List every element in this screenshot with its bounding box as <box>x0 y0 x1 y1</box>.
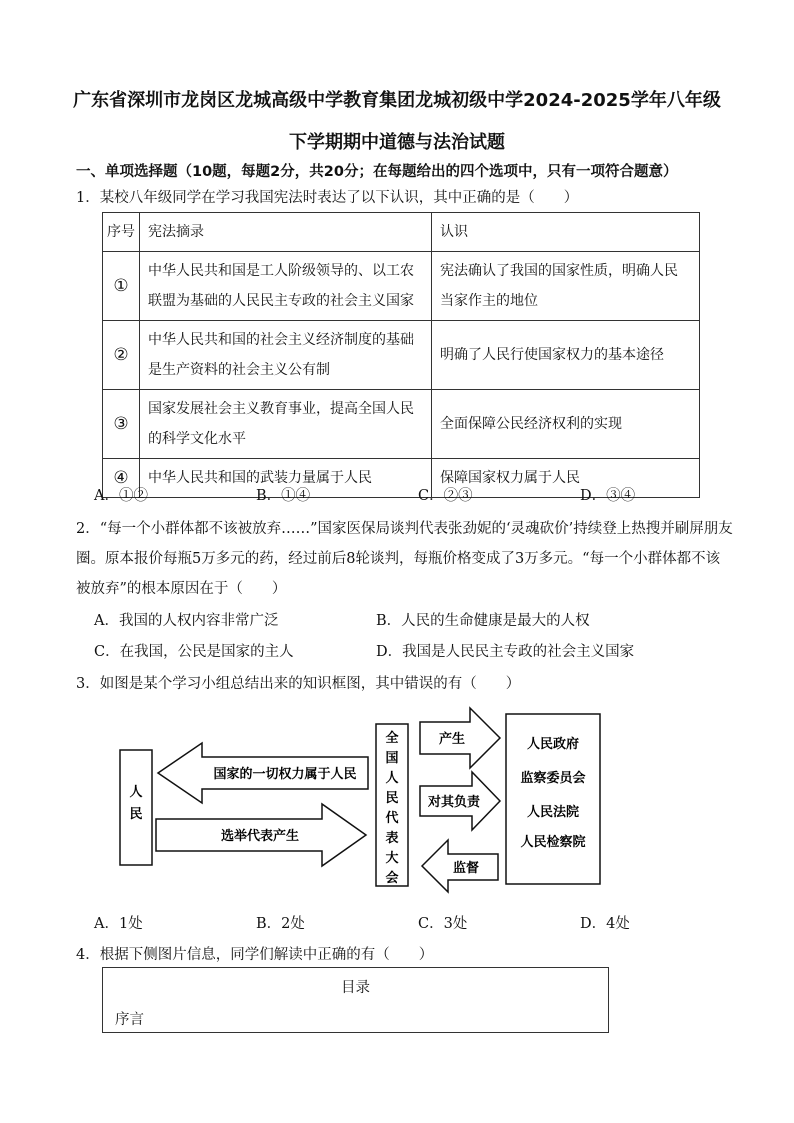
table-row <box>103 252 700 321</box>
table-row <box>103 321 700 390</box>
arrow-supervise-label: 监督 <box>452 861 480 876</box>
header-cell: 认识 <box>432 213 700 252</box>
q1-option-b[interactable]: B．①④ <box>256 488 311 504</box>
npc-char: 大 <box>385 851 399 866</box>
exam-title-line1: 广东省深圳市龙岗区龙城高级中学教育集团龙城初级中学2024-2025学年八年级 <box>73 90 721 111</box>
q2-option-c[interactable]: C．在我国，公民是国家的主人 <box>94 644 294 660</box>
q3-option-b[interactable]: B．2处 <box>256 916 305 932</box>
q2-option-a[interactable]: A．我国的人权内容非常广泛 <box>94 613 279 629</box>
q2-stem-line2: 圈。原本报价每瓶5万多元的药，经过前后8轮谈判，每瓶价格变成了3万多元。“每一个小群体都不该 <box>76 551 721 567</box>
table-row <box>103 390 700 459</box>
organ-supervision: 监察委员会 <box>520 771 586 786</box>
row-excerpt: 中华人民共和国是工人阶级领导的、以工农联盟为基础的人民民主专政的社会主义国家 <box>140 252 432 321</box>
row-excerpt: 中华人民共和国的社会主义经济制度的基础是生产资料的社会主义公有制 <box>140 321 432 390</box>
q3-stem: 3．如图是某个学习小组总结出来的知识框图，其中错误的有（ ） <box>76 676 521 692</box>
q3-option-c[interactable]: C．3处 <box>418 916 468 932</box>
toc-item: 序言 <box>115 1012 144 1028</box>
row-view: 明确了人民行使国家权力的基本途径 <box>432 321 700 390</box>
arrow-responsible-label: 对其负责 <box>427 795 481 810</box>
header-cell: 宪法摘录 <box>140 213 432 252</box>
row-view: 全面保障公民经济权利的实现 <box>432 390 700 459</box>
q3-option-d[interactable]: D．4处 <box>580 916 630 932</box>
npc-char: 人 <box>385 771 399 786</box>
q1-option-a[interactable]: A．①② <box>94 488 148 504</box>
arrow-elect-label: 选举代表产生 <box>220 829 300 844</box>
toc-title: 目录 <box>341 980 370 996</box>
q3-option-a[interactable]: A．1处 <box>94 916 143 932</box>
npc-char: 国 <box>385 751 399 766</box>
table-header-row <box>103 213 700 252</box>
row-number: ③ <box>103 390 140 459</box>
q1-option-c[interactable]: C．②③ <box>418 488 473 504</box>
q4-stem: 4．根据下侧图片信息，同学们解读中正确的有（ ） <box>76 947 434 963</box>
organ-procuratorate: 人民检察院 <box>520 835 586 850</box>
q2-option-d[interactable]: D．我国是人民民主专政的社会主义国家 <box>376 644 635 660</box>
arrow-produce-label: 产生 <box>438 732 466 747</box>
row-view: 宪法确认了我国的国家性质，明确人民当家作主的地位 <box>432 252 700 321</box>
section-heading: 一、单项选择题（10题，每题2分，共20分；在每题给出的四个选项中，只有一项符合题意） <box>76 164 678 180</box>
npc-char: 代 <box>385 811 399 826</box>
q1-table <box>102 212 700 498</box>
arrow-power-label: 国家的一切权力属于人民 <box>213 767 357 782</box>
row-number: ① <box>103 252 140 321</box>
row-number: ② <box>103 321 140 390</box>
q2-stem-line1: 2．“每一个小群体都不该被放弃……”国家医保局谈判代表张劲妮的‘灵魂砍价’持续登上热搜并刷屏朋友 <box>76 521 733 537</box>
row-excerpt: 国家发展社会主义教育事业，提高全国人民的科学文化水平 <box>140 390 432 459</box>
people-char: 人 <box>129 785 143 800</box>
organ-court: 人民法院 <box>526 805 580 820</box>
organ-government: 人民政府 <box>526 737 580 752</box>
q1-stem: 1．某校八年级同学在学习我国宪法时表达了以下认识，其中正确的是（ ） <box>76 190 579 206</box>
q4-toc-box <box>102 967 609 1033</box>
row-number: ④ <box>103 459 140 498</box>
row-excerpt: 中华人民共和国的武装力量属于人民 <box>140 459 432 498</box>
npc-char: 会 <box>385 871 399 886</box>
npc-char: 全 <box>385 731 399 746</box>
q1-option-d[interactable]: D．③④ <box>580 488 636 504</box>
header-cell: 序号 <box>103 213 140 252</box>
npc-char: 表 <box>385 831 399 846</box>
q2-option-b[interactable]: B．人民的生命健康是最大的人权 <box>376 613 590 629</box>
q2-stem-line3: 被放弃”的根本原因在于（ ） <box>76 581 287 597</box>
exam-title-line2: 下学期期中道德与法治试题 <box>289 132 505 153</box>
row-view: 保障国家权力属于人民 <box>432 459 700 498</box>
knowledge-diagram <box>110 700 610 895</box>
npc-char: 民 <box>385 791 399 806</box>
people-char: 民 <box>129 807 143 822</box>
